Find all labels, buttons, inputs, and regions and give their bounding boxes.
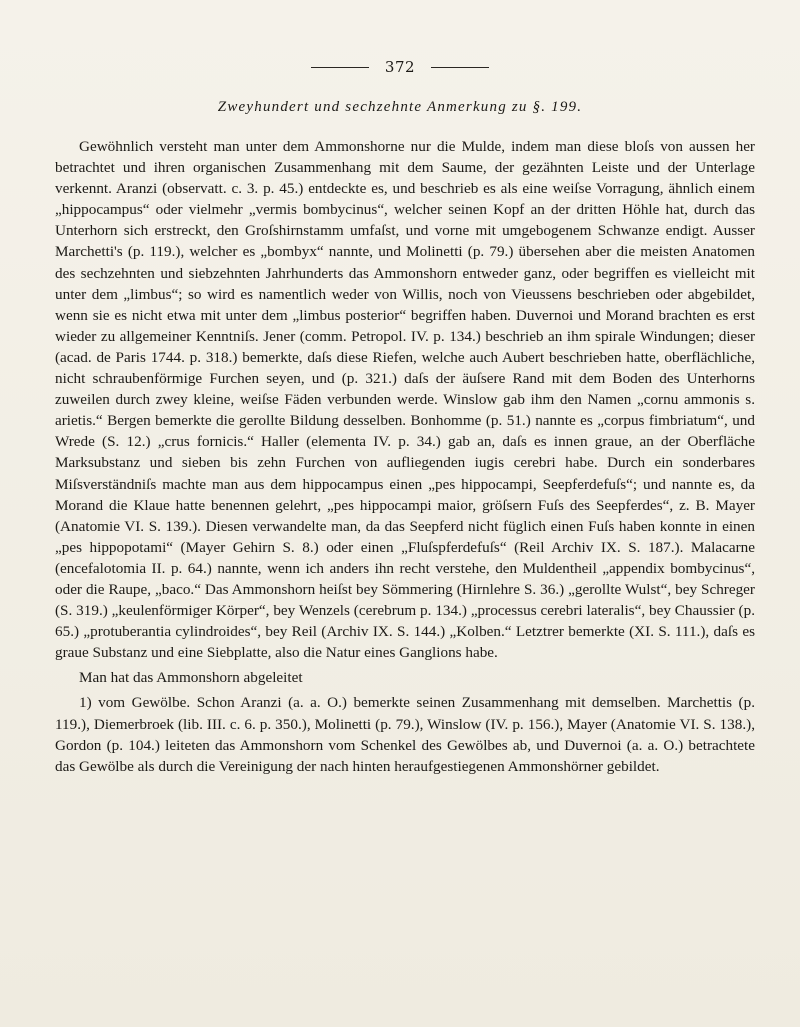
section-title: Zweyhundert und sechzehnte Anmerkung zu §. 199. [217,99,583,115]
body-text [55,136,755,777]
paragraph-intro: Man hat das Ammonshorn abgeleitet [79,669,303,687]
header-rule-left [311,67,369,68]
header-rule-right [431,67,489,68]
page-header [0,58,800,76]
paragraph-item-1: 1) vom Gewölbe. Schon Aranzi (a. a. O.) bemerkte seinen Zusammenhang mit demselben. Marchettis (p. 119.), Diemerbroek (lib. III. c. 6. p. 350.), Molinetti (p. 79.), Winslow (IV. p. 156.), Mayer (Anatomie VI. S. 138.), Gordon (p. 104.) leiteten das Ammonshorn vom Schenkel des Gewölbes ab, und Duvernoi (a. a. O.) betrachtete das Gewölbe als durch die Vereinigung der nach hinten heraufgestiegenen Ammonshörner gebildet. [55,694,755,775]
page-number: 372 [384,58,416,76]
paragraph-main: Gewöhnlich versteht man unter dem Ammonshorne nur die Mulde, indem man diese bloſs von aussen her betrachtet und ihren organischen Zusammenhang mit dem Saume, der gezähnten Leiste und der Unterlage verkennt. Aranzi (observatt. c. 3. p. 45.) entdeckte es, und beschrieb es als eine weiſse Vorragung, ähnlich einem „hippocampus“ oder vielmehr „vermis bombycinus“, welcher seinen Kopf an der dritten Höhle hat, durch das Unterhorn sich erstreckt, den Groſshirnstamm umfaſst, und vorne mit umgebogenem Schwanze endigt. Ausser Marchetti's (p. 119.), welcher es „bombyx“ nannte, und Molinetti (p. 79.) übersehen aber die meisten Anatomen des sechzehnten und siebzehnten Jahrhunderts das Ammonshorn entweder ganz, oder begriffen es vielleicht mit unter dem „limbus“; so wird es namentlich weder von Willis, noch von Vieussens beschrieben oder abgebildet, wenn sie es nicht etwa mit unter dem „limbus posterior“ begriffen haben. Duvernoi und Morand brachten es erst wieder zu allgemeiner Kenntniſs. Jener (comm. Petropol. IV. p. 134.) beschrieb an ihm spirale Windungen; dieser (acad. de Paris 1744. p. 318.) bemerkte, daſs diese Riefen, welche auch Aubert beschrieben hatte, oberflächliche, nicht schraubenförmige Furchen seyen, und (p. 321.) daſs der äuſsere Rand mit dem Boden des Unterhorns zuweilen durch zwey kleine, weiſse Fäden verbunden werde. Winslow gab ihm den Namen „cornu ammonis s. arietis.“ Bergen bemerkte die gerollte Bildung desselben. Bonhomme (p. 51.) nannte es „corpus fimbriatum“, und Wrede (S. 12.) „crus fornicis.“ Haller (elementa IV. p. 34.) gab an, daſs es innen graue, an der Oberfläche Marksubstanz und sieben bis zehn Furchen von aufliegenden iugis cerebri habe. Durch ein sonderbares Miſsverständniſs machte man aus dem hippocampus einen „pes hippocampi, Seepferdefuſs“; und nannte es, da Morand die Klaue hatte benennen gelehrt, „pes hippocampi maior, gröſsern Fuſs des Seepferdes“, z. B. Mayer (Anatomie VI. S. 139.). Diesen verwandelte man, da das Seepferd nicht füglich einen Fuſs haben konnte in einen „pes hippopotami“ (Mayer Gehirn S. 8.) oder einen „Fluſspferdefuſs“ (Reil Archiv IX. S. 187.). Malacarne (encefalotomia II. p. 64.) nannte, wenn ich anders ihn recht verstehe, den Muldentheil „appendix bombycinus“, oder die Raupe, „baco.“ Das Ammonshorn heiſst bey Sömmering (Hirnlehre S. 36.) „gerollte Wulst“, bey Schreger (S. 319.) „keulenförmiger Körper“, bey Wenzels (cerebrum p. 134.) „processus cerebri lateralis“, bey Chaussier (p. 65.) „protuberantia cylindroides“, bey Reil (Archiv IX. S. 144.) „Kolben.“ Letztrer bemerkte (XI. S. 111.), daſs es graue Substanz und eine Siebplatte, also die Natur eines Ganglions habe. [55,138,755,662]
